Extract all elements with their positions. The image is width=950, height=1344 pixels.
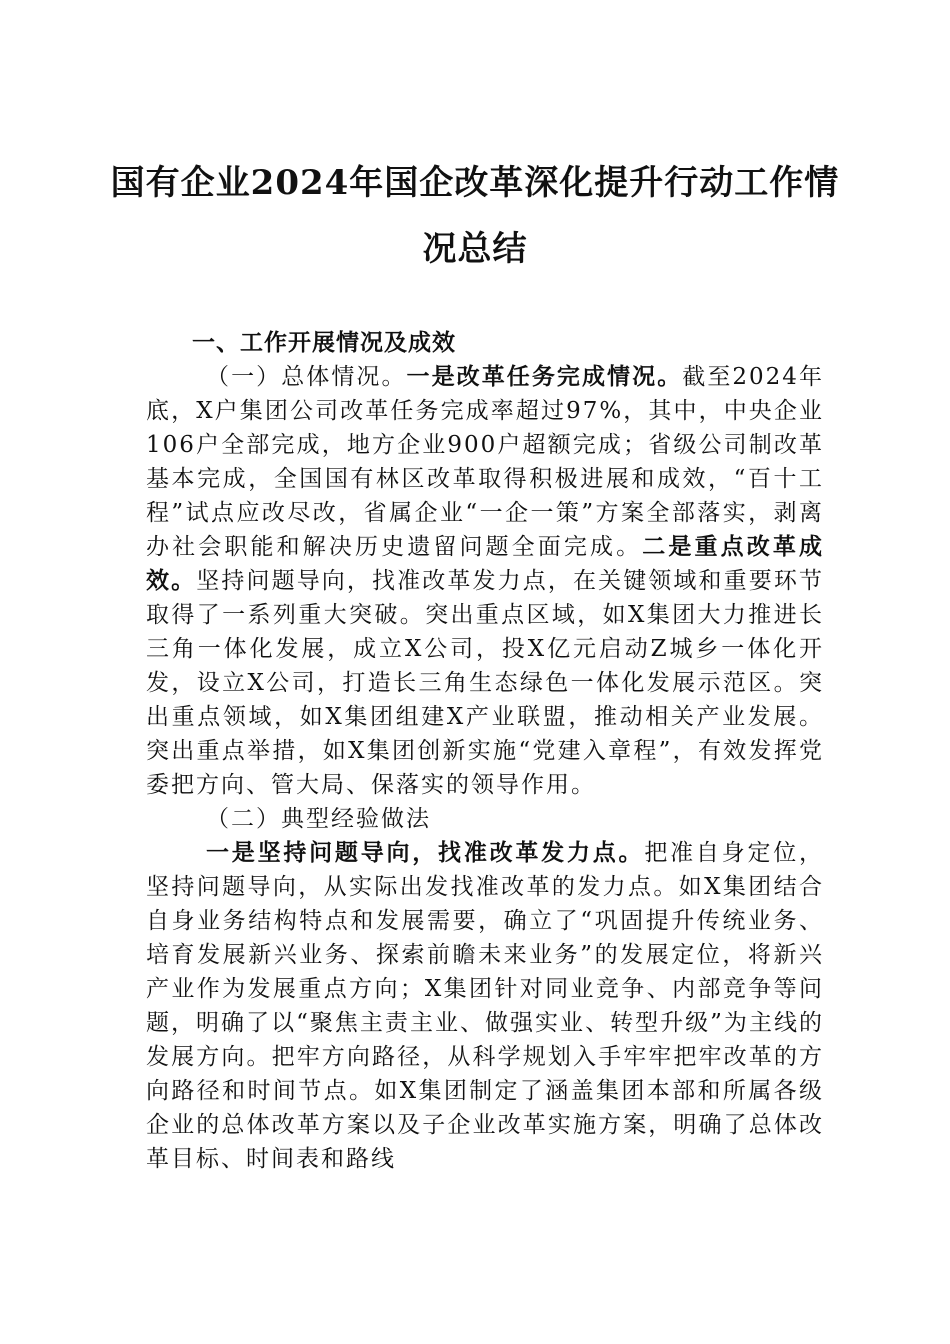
document-body [146, 326, 824, 1176]
sub-heading-typical-experience: （二）典型经验做法 [206, 806, 431, 832]
lead-key-reform: 二是重点改革成效。 [146, 533, 825, 594]
section-heading: 一、工作开展情况及成效 [192, 330, 456, 356]
document-title: 国有企业2024年国企改革深化提升行动工作情况总结 [110, 163, 840, 269]
paragraph-overall [146, 360, 824, 802]
lead-problem-oriented: 一是坚持问题导向，找准改革发力点。 [206, 839, 645, 866]
text-task-completion: 截至2024年底，X户集团公司改革任务完成率超过97%，其中，中央企业106户全部完成，地方企业900户超额完成；省级公司制改革基本完成，全国国有林区改革取得积极进展和成效，“百十工程”试点应改尽改，省属企业“一企一策”方案全部落实，剥离办社会职能和解决历史遗留问题全面完成。 [146, 364, 824, 560]
lead-task-completion: 一是改革任务完成情况。 [406, 363, 683, 390]
text-problem-oriented: 把准自身定位，坚持问题导向，从实际出发找准改革的发力点。如X集团结合自身业务结构特点和发展需要，确立了“巩固提升传统业务、培育发展新兴业务、探索前瞻未来业务”的发展定位，将新兴产业作为发展重点方向；X集团针对同业竞争、内部竞争等问题，明确了以“聚焦主责主业、做强实业、转型升级”为主线的发展方向。把牢方向路径，从科学规划入手牢牢把牢改革的方向路径和时间节点。如X集团制定了涵盖集团本部和所属各级企业的总体改革方案以及子企业改革实施方案，明确了总体改革目标、时间表和路线 [146, 840, 825, 1172]
paragraph-problem-oriented [146, 836, 824, 1176]
text-key-reform: 坚持问题导向，找准改革发力点，在关键领域和重要环节取得了一系列重大突破。突出重点区域，如X集团大力推进长三角一体化发展，成立X公司，投X亿元启动Z城乡一体化开发，设立X公司，打造长三角生态绿色一体化发展示范区。突出重点领域，如X集团组建X产业联盟，推动相关产业发展。突出重点举措，如X集团创新实施“党建入章程”，有效发挥党委把方向、管大局、保落实的领导作用。 [146, 568, 825, 798]
sub-heading-overall: （一）总体情况。 [206, 364, 407, 390]
